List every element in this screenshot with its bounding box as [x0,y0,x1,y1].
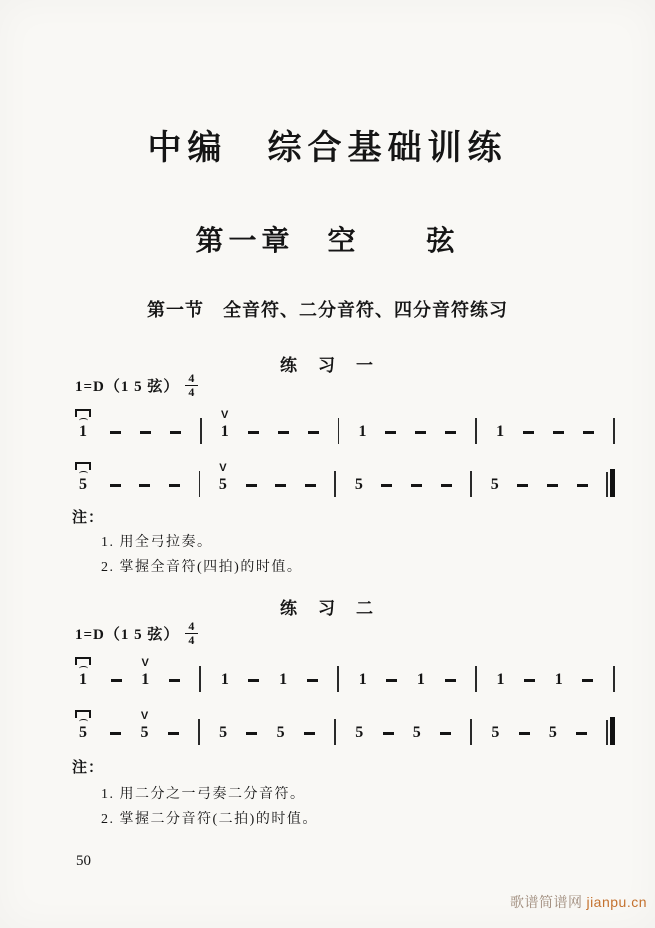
down-bow-icon [75,458,91,476]
note-number: 5 [218,476,227,493]
note-number: 1 [496,423,505,440]
note-number: 1 [79,423,87,440]
barline [199,666,201,692]
exercise-1-key-signature [75,372,198,399]
note-number: 1 [358,423,367,440]
barline [613,666,615,692]
note [491,706,499,741]
down-bow-icon [75,706,91,724]
book-part-title: 中编 综合基础训练 [147,129,508,167]
duration-dash [169,484,180,487]
exercise-1-note-item: 1. 用全弓拉奏。 [101,535,213,550]
duration-dash [110,431,121,434]
note [555,653,563,688]
duration-dash [140,431,151,434]
up-bow-icon: V [221,409,229,421]
barline [470,471,472,497]
note-number: 5 [490,476,499,493]
page-number: 50 [76,853,91,869]
barline [199,471,201,497]
note [413,706,421,741]
note [221,405,229,440]
exercise-2-title: 练 习 二 [280,599,375,618]
duration-dash [415,431,426,434]
duration-dash [248,431,259,434]
duration-dash [275,484,286,487]
barline [475,666,477,692]
barline [200,418,202,444]
note [221,653,229,688]
duration-dash [547,484,558,487]
exercise-1-notes-label: 注： [72,510,105,526]
duration-dash [304,732,315,735]
duration-dash [246,732,257,735]
barline [334,719,336,745]
barline [338,418,340,444]
watermark-site-name: 歌谱简谱网 [509,896,583,911]
note-number: 1 [141,671,150,688]
duration-dash [278,431,289,434]
barline [334,471,336,497]
note [549,706,557,741]
key-and-strings: 1=D（1 5 弦） [75,379,180,396]
exercise-2-staff-line-1 [75,648,615,688]
duration-dash [169,679,180,682]
final-barline [606,469,615,497]
note-number: 1 [79,671,87,688]
duration-dash [523,431,534,434]
note-number: 1 [496,671,505,688]
duration-dash [246,484,257,487]
duration-dash [110,732,121,735]
note-number: 1 [554,671,563,688]
duration-dash [445,431,456,434]
barline [198,719,200,745]
duration-dash [308,431,319,434]
duration-dash [386,679,397,682]
duration-dash [445,679,456,682]
down-bow-icon [75,653,91,671]
note [75,706,91,741]
up-bow-icon: V [141,657,149,669]
exercise-2-key-signature [75,620,198,647]
duration-dash [583,431,594,434]
duration-dash [440,732,451,735]
note-number: 1 [220,423,229,440]
note-number: 1 [279,671,288,688]
note-number: 1 [358,671,367,688]
exercise-2-note-item: 1. 用二分之一弓奏二分音符。 [101,787,306,802]
duration-dash [305,484,316,487]
note-number: 5 [79,476,87,493]
duration-dash [524,679,535,682]
note-number: 5 [412,724,421,741]
duration-dash [248,679,259,682]
down-bow-icon [75,405,91,423]
note [277,706,285,741]
exercise-1-note-item: 2. 掌握全音符(四拍)的时值。 [101,560,303,575]
duration-dash [170,431,181,434]
note [359,653,367,688]
note-number: 5 [79,724,87,741]
duration-dash [383,732,394,735]
note [496,405,504,440]
barline [337,666,339,692]
note-number: 5 [219,724,228,741]
time-signature: 4 4 [185,372,198,399]
duration-dash [519,732,530,735]
barline [613,418,615,444]
note-number: 5 [491,724,500,741]
note-number: 5 [140,724,149,741]
up-bow-icon: V [219,462,227,474]
duration-dash [576,732,587,735]
time-signature: 4 4 [185,620,198,647]
exercise-2-note-item: 2. 掌握二分音符(二拍)的时值。 [101,812,318,827]
note [355,706,363,741]
duration-dash [381,484,392,487]
barline [470,719,472,745]
up-bow-icon: V [140,710,149,722]
note-number: 5 [276,724,285,741]
exercise-2-notes-label: 注： [72,760,105,776]
final-barline [606,717,615,745]
duration-dash [411,484,422,487]
note-number: 5 [548,724,557,741]
note [219,458,227,493]
note-number: 5 [355,724,364,741]
note [355,458,363,493]
note [497,653,505,688]
note-number: 1 [220,671,229,688]
duration-dash [553,431,564,434]
note [491,458,499,493]
duration-dash [385,431,396,434]
exercise-1-title: 练 习 一 [280,356,375,375]
duration-dash [577,484,588,487]
duration-dash [139,484,150,487]
duration-dash [168,732,179,735]
note [141,706,149,741]
watermark-site-url: jianpu.cn [586,894,647,910]
note [75,458,91,493]
duration-dash [582,679,593,682]
duration-dash [111,679,122,682]
note-number: 5 [354,476,363,493]
exercise-2-staff-line-2 [75,701,615,741]
note [279,653,287,688]
section-title: 第一节 全音符、二分音符、四分音符练习 [147,300,508,320]
note [75,405,91,440]
note [75,653,91,688]
note [358,405,366,440]
duration-dash [517,484,528,487]
barline [475,418,477,444]
duration-dash [441,484,452,487]
exercise-1-staff-line-2 [75,453,615,493]
exercise-1-staff-line-1 [75,400,615,440]
watermark [510,892,647,912]
duration-dash [110,484,121,487]
chapter-title: 第一章 空 弦 [195,226,460,257]
note [219,706,227,741]
note-number: 1 [416,671,425,688]
duration-dash [307,679,318,682]
key-and-strings: 1=D（1 5 弦） [75,627,180,644]
note [417,653,425,688]
note [141,653,149,688]
